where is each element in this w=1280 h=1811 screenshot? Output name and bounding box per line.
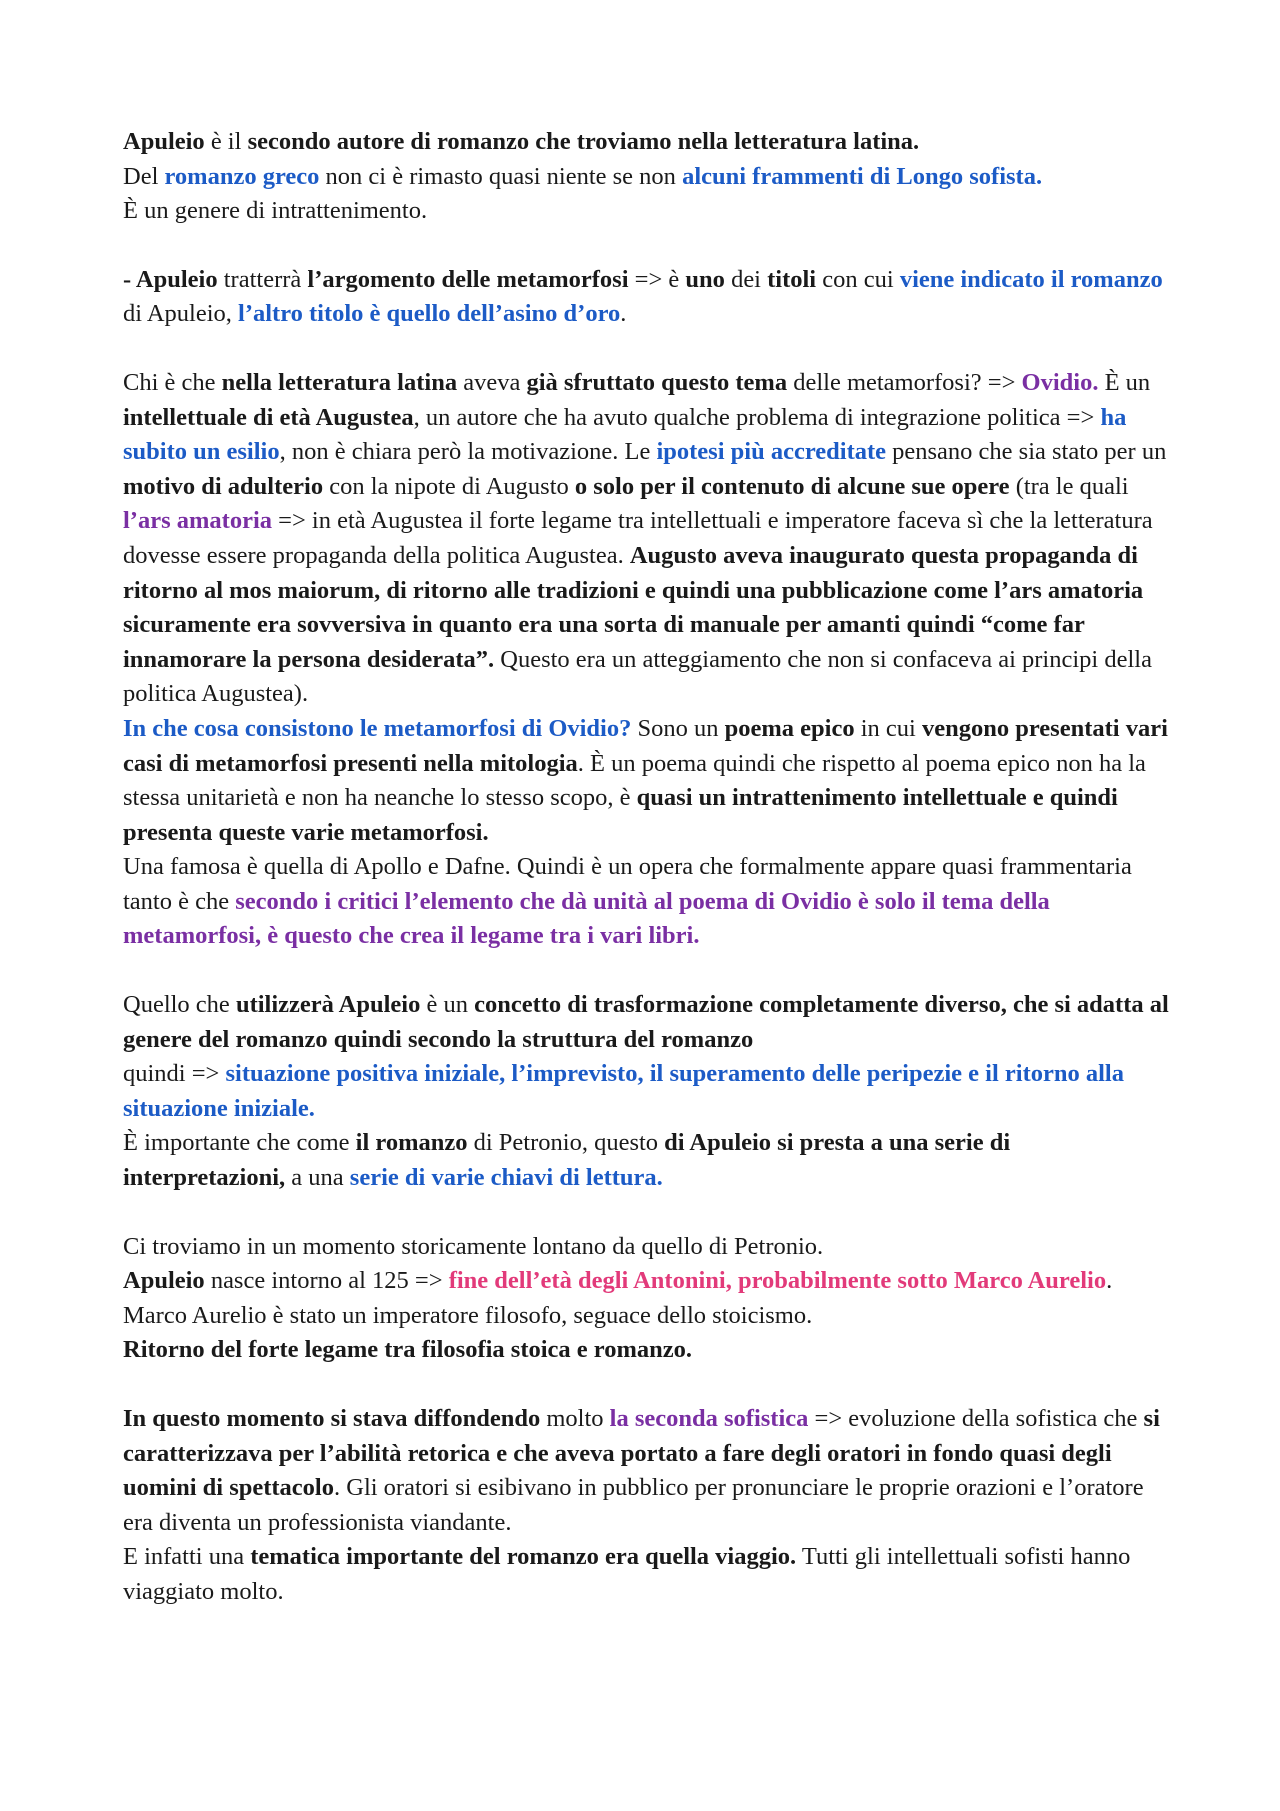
text-segment-bold: il romanzo: [355, 1129, 468, 1157]
text-segment-bold: quasi un intrattenimento intellettuale e quindi presenta queste varie metamorfosi.: [123, 784, 1118, 846]
paragraph-line: [123, 1402, 1170, 1540]
text-segment-blue: ipotesi più accreditate: [656, 438, 887, 466]
text-segment-bold: l’argomento delle metamorfosi: [307, 265, 629, 293]
text-segment: Sono un: [631, 714, 725, 742]
text-segment: , un autore che ha avuto qualche problema di integrazione politica =>: [413, 403, 1101, 431]
paragraph-line: [123, 1126, 1170, 1195]
text-segment-bold: Apuleio: [123, 128, 205, 155]
text-segment-bold: vengono presentati vari casi di metamorfosi presenti nella mitologia: [123, 714, 1168, 777]
text-segment-blue: viene indicato il romanzo: [899, 265, 1163, 293]
text-segment: . Marco Aurelio è stato un imperatore filosofo, seguace dello stoicismo.: [123, 1267, 1113, 1329]
text-segment: in cui: [854, 714, 922, 742]
text-segment-bold: secondo autore di romanzo che troviamo nella letteratura latina.: [247, 128, 920, 155]
text-segment-bold: tematica importante del romanzo era quella viaggio.: [250, 1543, 797, 1571]
paragraph-line: [123, 160, 1170, 195]
text-segment-blue: romanzo greco: [164, 162, 320, 190]
text-segment-bold: In questo momento si stava diffondendo: [123, 1405, 541, 1432]
text-segment: Del: [123, 162, 165, 190]
text-segment-bold: - Apuleio: [123, 265, 218, 293]
text-segment: => in età Augustea il forte legame tra intellettuali e imperatore faceva sì che la letteratura dovesse essere propaganda della politica Augustea.: [123, 507, 1153, 569]
text-segment: a una: [285, 1164, 350, 1192]
paragraph: [123, 988, 1170, 1196]
text-segment: è il: [204, 128, 248, 155]
text-segment: di Apuleio,: [123, 300, 239, 328]
text-segment: È importante che come: [123, 1129, 356, 1157]
text-segment: , non è chiara però la motivazione. Le: [279, 438, 657, 466]
paragraph-line: [123, 194, 1170, 229]
text-segment-pink: fine dell’età degli Antonini, probabilmente sotto Marco Aurelio: [448, 1267, 1107, 1295]
text-segment-bold: nella letteratura latina: [221, 368, 458, 396]
text-segment: con la nipote di Augusto: [323, 472, 575, 500]
paragraph: [123, 263, 1170, 332]
paragraph: [123, 1230, 1170, 1368]
text-segment: con cui: [816, 265, 900, 293]
text-segment-purple: secondo i critici l’elemento che dà unità al poema di Ovidio è solo il tema della metamorfosi, è questo che crea il legame tra i vari libri.: [123, 887, 1050, 950]
paragraph-line: [123, 1540, 1170, 1609]
text-segment-bold: Apuleio: [123, 1267, 205, 1295]
text-segment-bold: Ritorno del forte legame tra filosofia stoica e romanzo.: [123, 1336, 693, 1364]
text-segment: aveva: [457, 368, 527, 396]
text-segment: . Gli oratori si esibivano in pubblico per pronunciare le proprie orazioni e l’oratore era diventa un professionista viandante.: [123, 1474, 1144, 1536]
paragraph: [123, 1402, 1170, 1610]
text-segment-bold: motivo di adulterio: [123, 472, 324, 500]
text-segment: (tra le quali: [1009, 472, 1129, 500]
paragraph-line: [123, 263, 1170, 332]
text-segment-bold: intellettuale di età Augustea: [123, 403, 414, 431]
text-segment: tratterrà: [217, 265, 308, 293]
text-segment: non ci è rimasto quasi niente se non: [319, 162, 683, 190]
text-segment: quindi =>: [123, 1060, 226, 1088]
text-segment-bold: di Apuleio si presta a una serie di interpretazioni,: [123, 1129, 1011, 1192]
text-segment-bold: utilizzerà Apuleio: [235, 991, 421, 1019]
text-segment: Chi è che: [123, 368, 222, 396]
text-segment: Questo era un atteggiamento che non si confaceva ai principi della politica Augustea).: [123, 645, 1152, 708]
text-segment-purple: Ovidio.: [1021, 368, 1099, 396]
paragraph: [123, 125, 1170, 229]
text-segment-bold: concetto di trasformazione completamente diverso, che si adatta al genere del romanzo quindi secondo la struttura del romanzo: [123, 991, 1169, 1053]
text-segment-bold: titoli: [767, 265, 817, 293]
text-segment: di Petronio, questo: [467, 1129, 665, 1157]
text-segment: dei: [724, 265, 768, 293]
text-segment: .: [620, 300, 627, 328]
text-segment-blue: In che cosa consistono le metamorfosi di Ovidio?: [123, 714, 632, 742]
text-segment-purple: l’ars amatoria: [123, 507, 272, 535]
paragraph-line: [123, 1230, 1170, 1265]
text-segment-bold: Augusto aveva inaugurato questa propaganda di ritorno al mos maiorum, di ritorno alle tradizioni e quindi una pubblicazione come l’ars amatoria sicuramente era sovversiva in quanto era una sorta di manuale per amanti quindi “come far innamorare la persona desiderata”.: [123, 541, 1144, 673]
text-segment: => è: [628, 265, 686, 293]
text-segment: => evoluzione della sofistica che: [808, 1405, 1144, 1432]
text-segment: è un: [420, 991, 475, 1019]
document-body: [123, 125, 1170, 1610]
text-segment: Ci troviamo in un momento storicamente lontano da quello di Petronio.: [123, 1232, 824, 1260]
text-segment: È un genere di intrattenimento.: [123, 197, 428, 225]
text-segment: pensano che sia stato per un: [886, 438, 1167, 466]
text-segment-purple: la seconda sofistica: [609, 1405, 809, 1432]
text-segment: Quello che: [123, 991, 236, 1019]
paragraph-line: [123, 1264, 1170, 1333]
text-segment: delle metamorfosi? =>: [787, 368, 1022, 396]
text-segment: molto: [540, 1405, 610, 1432]
paragraph-line: [123, 366, 1170, 712]
paragraph-line: [123, 850, 1170, 954]
text-segment-bold: poema epico: [724, 714, 855, 742]
paragraph: [123, 366, 1170, 954]
text-segment-bold: già sfruttato questo tema: [526, 368, 788, 396]
text-segment: Tutti gli intellettuali sofisti hanno viaggiato molto.: [123, 1543, 1131, 1605]
text-segment: nasce intorno al 125 =>: [204, 1267, 449, 1295]
text-segment-blue: serie di varie chiavi di lettura.: [349, 1164, 663, 1192]
paragraph-line: [123, 1057, 1170, 1126]
paragraph-line: [123, 125, 1170, 160]
text-segment: E infatti una: [123, 1543, 251, 1571]
text-segment-bold: o solo per il contenuto di alcune sue opere: [574, 472, 1010, 500]
text-segment: . È un poema quindi che rispetto al poema epico non ha la stessa unitarietà e non ha neanche lo stesso scopo, è: [123, 749, 1146, 812]
paragraph-line: [123, 988, 1170, 1057]
text-segment: Una famosa è quella di Apollo e Dafne. Quindi è un opera che formalmente appare quasi frammentaria tanto è che: [123, 853, 1132, 915]
text-segment-blue: ha subito un esilio: [123, 403, 1127, 466]
text-segment-bold: uno: [685, 265, 725, 293]
text-segment-blue: l’altro titolo è quello dell’asino d’oro: [238, 300, 621, 328]
text-segment-bold: si caratterizzava per l’abilità retorica e che aveva portato a fare degli oratori in fondo quasi degli uomini di spettacolo: [123, 1405, 1160, 1502]
paragraph-line: [123, 712, 1170, 850]
paragraph-line: [123, 1333, 1170, 1368]
text-segment-blue: alcuni frammenti di Longo sofista.: [682, 162, 1043, 190]
text-segment-blue: situazione positiva iniziale, l’imprevisto, il superamento delle peripezie e il ritorno alla situazione iniziale.: [123, 1060, 1124, 1122]
text-segment: È un: [1098, 368, 1151, 396]
